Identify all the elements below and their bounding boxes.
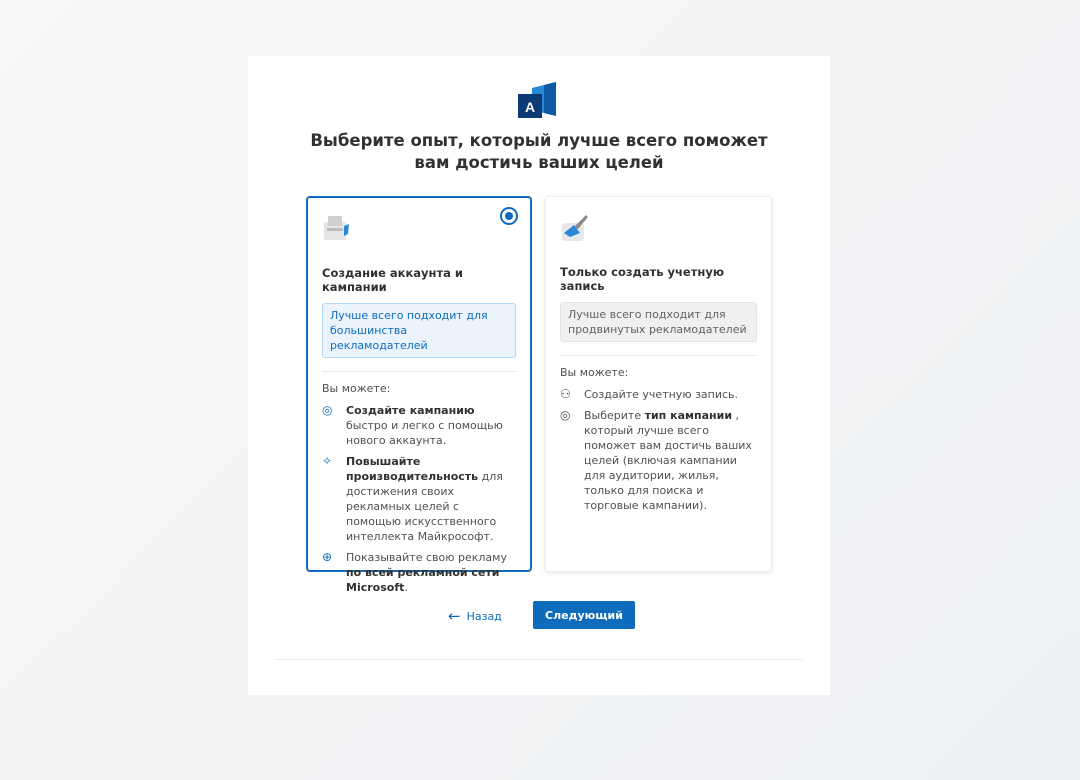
microsoft-advertising-logo <box>518 82 558 120</box>
best-for-note: Лучше всего подходит для большинства рекламодателей <box>322 303 516 358</box>
back-button[interactable] <box>448 602 502 630</box>
list-item: ◎ Выберите тип кампании , который лучше всего поможет вам достичь ваших целей (включая кампании для аудитории, жилья, только для поиска и торговые кампании). <box>560 408 752 512</box>
account-illustration-icon <box>560 213 588 243</box>
option-title: Только создать учетную запись <box>560 265 725 293</box>
list-item: ⚇ Создайте учетную запись. <box>560 387 739 401</box>
person-lock-icon: ⚇ <box>560 387 571 401</box>
wizard-panel <box>248 56 830 695</box>
option-account-only[interactable] <box>545 196 772 572</box>
campaign-illustration-icon <box>322 214 350 244</box>
you-can-label: Вы можете: <box>560 366 629 379</box>
list-item: ◎ Создайте кампанию быстро и легко с помощью нового аккаунта. <box>322 403 503 447</box>
list-item: ⊕ Показывайте свою рекламу по всей рекламной сети Microsoft. <box>322 550 507 594</box>
svg-text:A: A <box>524 99 536 115</box>
divider <box>560 355 757 356</box>
radio-selected[interactable] <box>500 207 518 225</box>
list-item: ✧ Повышайте производительность для достижения своих рекламных целей с помощью искусственного интеллекта Майкрософт. <box>322 454 503 543</box>
footer-divider <box>275 659 803 660</box>
page-title: Выберите опыт, который лучше всего поможет вам достичь ваших целей <box>310 131 768 172</box>
back-label: Назад <box>466 609 502 623</box>
option-create-account-and-campaign[interactable] <box>306 196 532 594</box>
target-icon: ◎ <box>560 408 571 422</box>
target-icon: ◎ <box>322 403 333 417</box>
arrow-left-icon: ← <box>448 607 461 625</box>
next-button[interactable]: Следующий <box>533 601 635 629</box>
you-can-label: Вы можете: <box>322 382 391 395</box>
sparkle-icon: ✧ <box>322 454 333 468</box>
divider <box>322 371 516 372</box>
option-title: Создание аккаунта и кампании <box>322 266 463 294</box>
best-for-note: Лучше всего подходит для продвинутых рекламодателей <box>560 302 757 342</box>
globe-icon: ⊕ <box>322 550 333 564</box>
